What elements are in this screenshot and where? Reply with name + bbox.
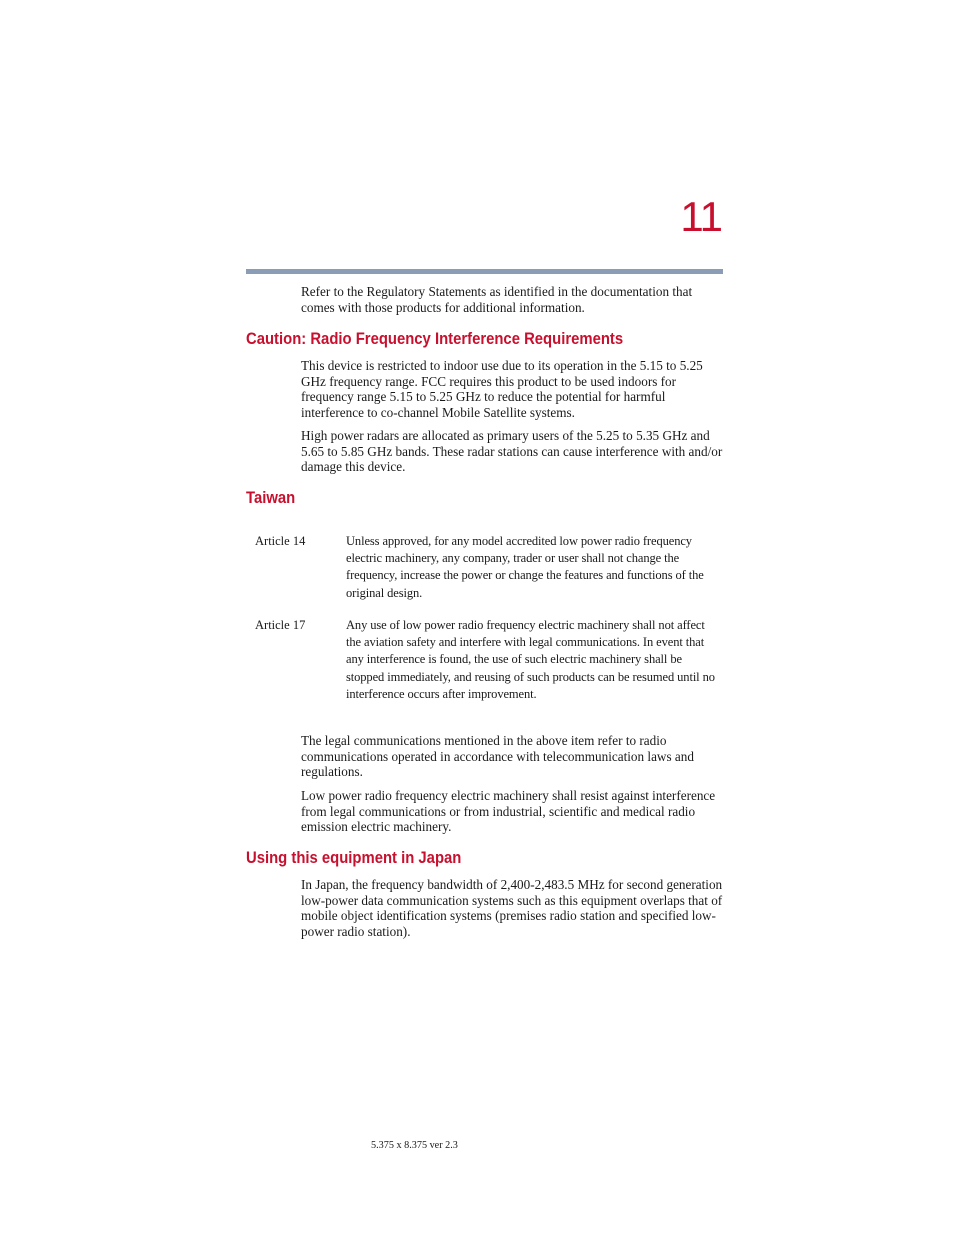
article-17-label: Article 17 [255, 618, 306, 632]
article-17-text: Any use of low power radio frequency electric machinery shall not affect the aviation safety and interfere with legal communications. In event that any interference is found, the use of such electric machinery shall be stopped immediately, and reusing of such products can be resumed until no interference occurs after improvement. [346, 618, 715, 701]
japan-paragraph: In Japan, the frequency bandwidth of 2,400-2,483.5 MHz for second generation low-power data communication systems such as this equipment overlaps that of mobile object identification systems (premises radio station and specified low-power radio station). [301, 877, 723, 939]
caution-heading: Caution: Radio Frequency Interference Requirements [246, 330, 624, 348]
footer-version: 5.375 x 8.375 ver 2.3 [371, 1140, 458, 1151]
taiwan-paragraph-2: Low power radio frequency electric machinery shall resist against interference from legal communications or from industrial, scientific and medical radio emission electric machinery. [301, 788, 716, 835]
japan-heading: Using this equipment in Japan [246, 849, 462, 867]
caution-paragraph-2: High power radars are allocated as primary users of the 5.25 to 5.35 GHz and 5.65 to 5.85 GHz bands. These radar stations can cause interference with and/or damage this device. [301, 428, 723, 475]
taiwan-paragraph-1: The legal communications mentioned in the above item refer to radio communications operated in accordance with telecommunication laws and regulations. [301, 733, 694, 780]
article-14-label: Article 14 [255, 534, 306, 548]
intro-paragraph: Refer to the Regulatory Statements as identified in the documentation that comes with those products for additional information. [301, 284, 693, 315]
caution-paragraph-1: This device is restricted to indoor use due to its operation in the 5.15 to 5.25 GHz frequency range. FCC requires this product to be used indoors for frequency range 5.15 to 5.25 GHz to reduce the potential for harmful interference to co-channel Mobile Satellite systems. [301, 358, 703, 420]
taiwan-heading: Taiwan [246, 489, 296, 507]
page-number: 11 [680, 193, 722, 240]
header-rule [246, 269, 723, 274]
article-14-text: Unless approved, for any model accredited low power radio frequency electric machinery, any company, trader or user shall not change the frequency, increase the power or change the features and functions of the original design. [346, 534, 704, 600]
